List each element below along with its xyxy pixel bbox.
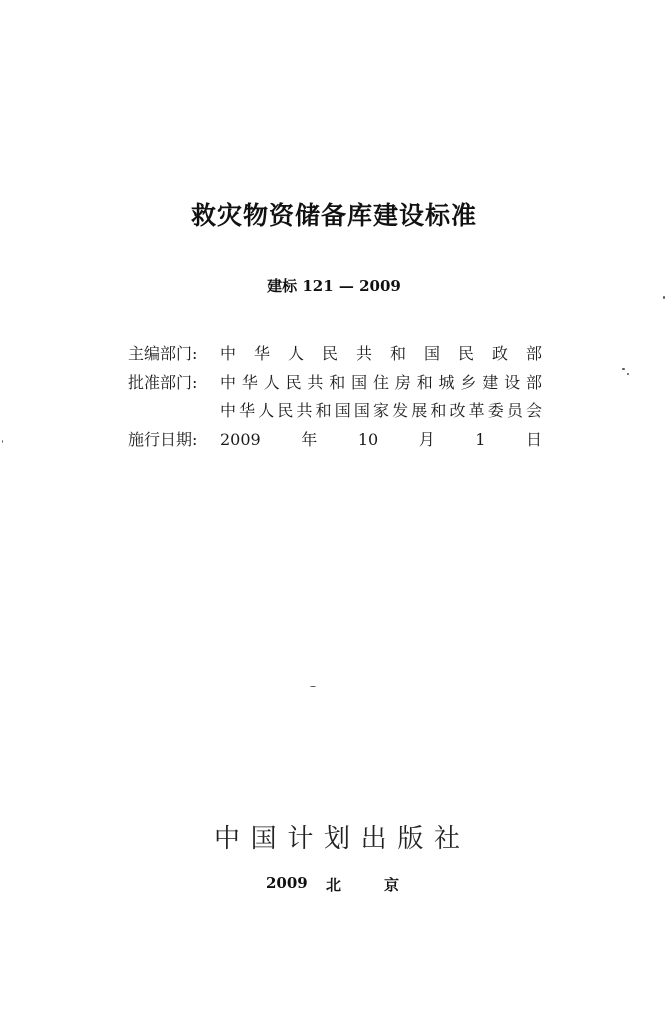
publication-city-part-1: 北 [326, 876, 342, 894]
approver-value-2: 中华人民共和国国家发展和改革委员会 [220, 401, 542, 420]
publisher-name: 中国计划出版社 [214, 824, 460, 854]
effective-date-label: 施行日期: [128, 430, 198, 449]
scan-speck [627, 373, 629, 375]
scan-speck [2, 440, 3, 443]
scan-speck [663, 296, 665, 299]
standard-code: 建标 121 — 2009 [267, 277, 401, 295]
editor-row [128, 342, 548, 366]
approver-row [128, 371, 548, 395]
editor-value: 中华人民共和国民政部 [220, 344, 542, 363]
publication-year: 2009 [266, 874, 308, 892]
document-title: 救灾物资储备库建设标准 [190, 201, 477, 230]
editor-label: 主编部门: [128, 344, 198, 363]
scan-speck [310, 686, 316, 687]
approver-row-2 [128, 399, 548, 423]
approver-value-1: 中华人民共和国住房和城乡建设部 [220, 373, 542, 392]
publication-city-part-2: 京 [384, 876, 400, 894]
approver-label: 批准部门: [128, 373, 198, 392]
scan-speck [622, 368, 625, 370]
effective-date-row [128, 428, 548, 452]
effective-date-value: 2009年10月1日 [220, 430, 542, 449]
